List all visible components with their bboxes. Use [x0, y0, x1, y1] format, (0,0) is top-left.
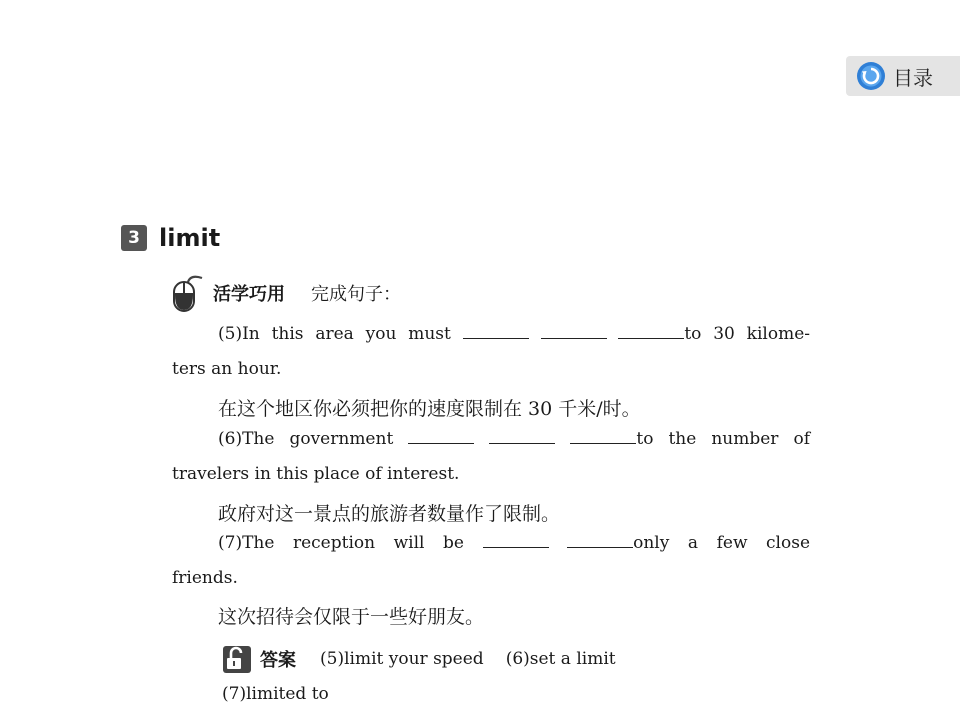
question-6-line-1: (6)The government to the number of	[218, 429, 810, 449]
answer-label: 答案	[260, 650, 296, 671]
question-7-line-2: friends.	[172, 568, 238, 588]
answer-6: (6)set a limit	[505, 649, 616, 669]
question-5-line-1: (5)In this area you must to 30 kilome-	[218, 324, 811, 344]
answer-7: (7)limited to	[222, 684, 329, 704]
word-heading	[121, 224, 220, 252]
section-title: 活学巧用	[213, 284, 285, 305]
answer-5: (5)limit your speed	[320, 649, 484, 669]
question-5-translation: 在这个地区你必须把你的速度限制在 30 千米/时。	[218, 398, 641, 420]
question-5-line-2: ters an hour.	[172, 359, 282, 379]
answer-blank	[567, 533, 633, 548]
answer-blank	[408, 429, 474, 444]
section-instruction: 完成句子：	[311, 284, 401, 305]
word-title: limit	[159, 224, 221, 252]
toc-label: 目录	[893, 65, 933, 90]
answer-blank	[489, 429, 555, 444]
refresh-circle-icon	[856, 61, 886, 91]
question-6-translation: 政府对这一景点的旅游者数量作了限制。	[218, 503, 561, 525]
question-7-line-1: (7)The reception will be only a few close	[218, 533, 811, 553]
question-6-line-2: travelers in this place of interest.	[172, 464, 460, 484]
toc-button[interactable]	[846, 56, 960, 96]
answer-blank	[483, 533, 549, 548]
answer-blank	[463, 324, 529, 339]
mouse-icon	[172, 274, 204, 312]
word-number-badge: 3	[121, 225, 147, 251]
answer-blank	[618, 324, 684, 339]
answer-blank	[570, 429, 636, 444]
answer-blank	[541, 324, 607, 339]
section-heading	[172, 274, 401, 312]
unlock-icon[interactable]	[222, 644, 252, 674]
question-7-translation: 这次招待会仅限于一些好朋友。	[218, 606, 485, 628]
answer-row	[222, 644, 616, 674]
